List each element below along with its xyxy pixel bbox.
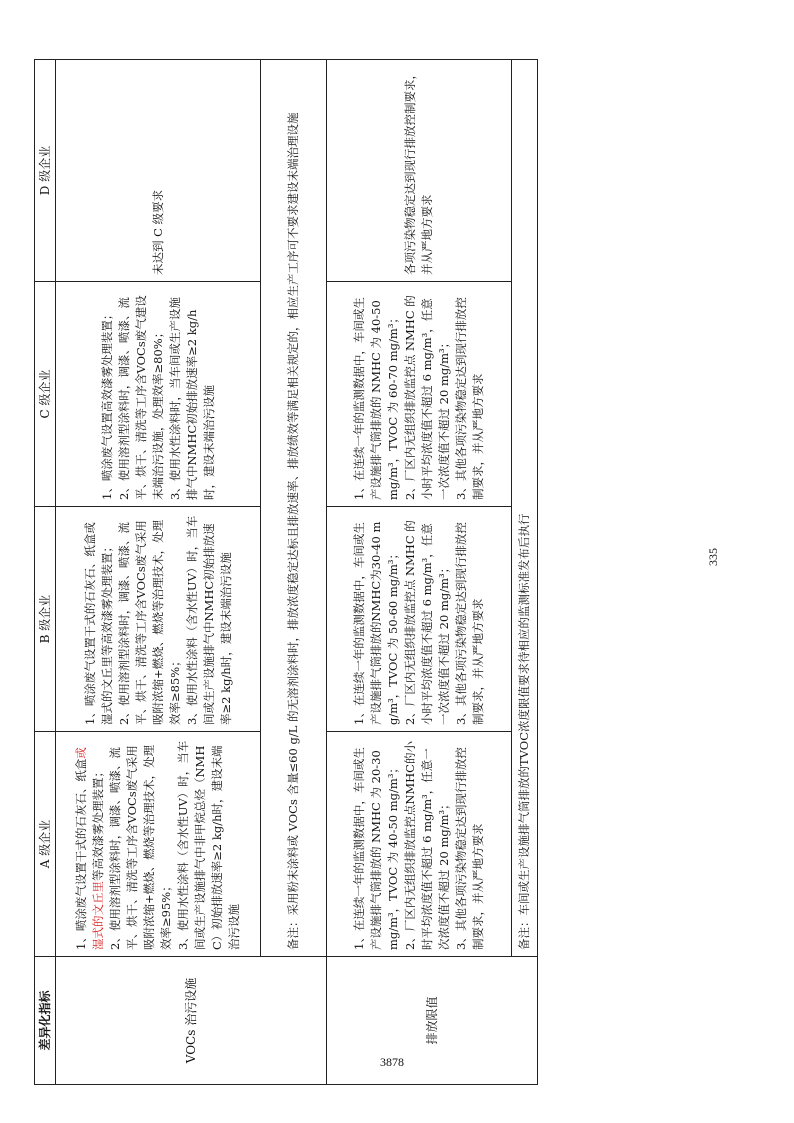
note-row	[261, 60, 327, 1085]
header-grade-d: D 级企业	[35, 60, 56, 282]
note-row	[512, 60, 538, 1085]
header-grade-c: C 级企业	[35, 282, 56, 507]
header-row	[35, 60, 56, 1085]
cell-d-emission: 各项污染物稳定达到现行排放控制要求，并从严地方要求	[327, 60, 512, 282]
cell-b-emission	[327, 507, 512, 732]
cell-line: 2、厂区内无组织排放监控点 NMHC 的小时平均浓度值不超过 6 mg/m³，任意一次浓度值不超过 20 mg/m³；	[403, 520, 451, 725]
cell-line: 2、厂区内无组织排放监控点 NMHC 的小时平均浓度值不超过 6 mg/m³，任意一次浓度值不超过 20 mg/m³；	[403, 295, 451, 500]
cell-line: 2、厂区内无组织排放监控点NMHC的小时平均浓度值不超过 6 mg/m³，任意一次浓度值不超过 20 mg/m³；	[403, 741, 451, 950]
cell-line: 1、喷涂废气设置高效漆雾处理装置；	[99, 308, 114, 500]
cell-line: 2、使用溶剂型涂料时，调漆、喷漆、流平、烘干、清洗等工序含VOCs废气采用吸附浓缩+燃烧、燃烧等治理技术，处理效率≥95%；	[108, 744, 173, 950]
cell-c-vocs	[56, 282, 261, 507]
gazette-page-number: 3878	[380, 1055, 404, 1069]
cell-line: 3、使用水性涂料（含水性UV）时，当车间或生产设施排气中非甲烷总烃（NMHC）初始排放速率≥2 kg/h时，建设末端治污设施	[176, 740, 241, 950]
header-grade-a: A 级企业	[35, 732, 56, 957]
cell-line: 1、在连续一年的监测数据中，车间或生产设施排气筒排放的 NMHC 为 20-30 mg/m³，TVOC 为 40-50 mg/m³；	[352, 747, 400, 950]
table-row	[327, 60, 512, 1085]
differentiation-table	[34, 59, 538, 1085]
note-vocs: 备注：采用粉末涂料或 VOCs 含量≤60 g/L 的无溶剂涂料时，排放浓度稳定达标且排放速率、排放绩效等满足相关规定的，相应生产工序可不要求建设末端治理设施	[261, 60, 327, 957]
header-indicator: 差异化指标	[35, 957, 56, 1085]
row-label-emission: 排放限值	[327, 957, 538, 1085]
cell-line: 3、其他各项污染物稳定达到现行排放控制要求，并从严地方要求	[454, 522, 485, 725]
cell-d-vocs: 未达到 C 级要求	[56, 60, 261, 282]
cell-line: 2、使用溶剂型涂料时，调漆、喷漆、流平、烘干、清洗等工序含VOCs废气采用吸附浓缩+燃烧、燃烧等治理技术，处理效率≥85%；	[116, 519, 182, 725]
cell-line: 3、使用水性涂料时，当车间或生产设施排气中NMHC初始排放速率≥2 kg/h时，建设末端治污设施	[167, 297, 216, 500]
note-emission: 备注：车间或生产设施排气筒排放的TVOC浓度限值要求待相应的监测标准发布后执行	[512, 60, 538, 957]
cell-line: 1、在连续一年的监测数据中，车间或生产设施排气筒排放的NMHC为30-40 mg/m³，TVOC 为 50-60 mg/m³；	[352, 521, 400, 725]
table-row	[56, 60, 261, 1085]
internal-page-number: 335	[706, 548, 720, 566]
highlighted-text: 或湿式的文丘里	[74, 747, 105, 950]
cell-b-vocs	[56, 507, 261, 732]
cell-line: 3、其他各项污染物稳定达到现行排放控制要求，并从严地方要求	[454, 297, 485, 500]
cell-line: 3、使用水性涂料（含水性UV）时，当车间或生产设施排气中NMHC初始排放速率≥2 kg/h时，建设末端治污设施	[184, 515, 233, 725]
cell-c-emission	[327, 282, 512, 507]
cell-line: 2、使用溶剂型涂料时，调漆、喷漆、流平、烘干、清洗等工序含VOCs废气建设末端治污设施，处理效率≥80%；	[116, 295, 165, 500]
rotated-table-container	[34, 60, 724, 1085]
cell-a-emission	[327, 732, 512, 957]
header-grade-b: B 级企业	[35, 507, 56, 732]
cell-line: 1、在连续一年的监测数据中，车间或生产设施排气筒排放的 NMHC 为 40-50 mg/m³，TVOC 为 60-70 mg/m³；	[352, 297, 400, 500]
cell-line: 3、其他各项污染物稳定达到现行排放控制要求，并从严地方要求	[454, 747, 485, 950]
cell-a-vocs	[56, 732, 261, 957]
cell-line: 1、喷涂废气设置干式的石灰石、纸盒或湿式的文丘里等高效漆雾处理装置；	[74, 747, 105, 950]
cell-line: 1、喷涂废气设置干式的石灰石、纸盒或湿式的文丘里等高效漆雾处理装置；	[82, 522, 114, 725]
row-label-vocs: VOCs 治污设施	[56, 957, 327, 1085]
